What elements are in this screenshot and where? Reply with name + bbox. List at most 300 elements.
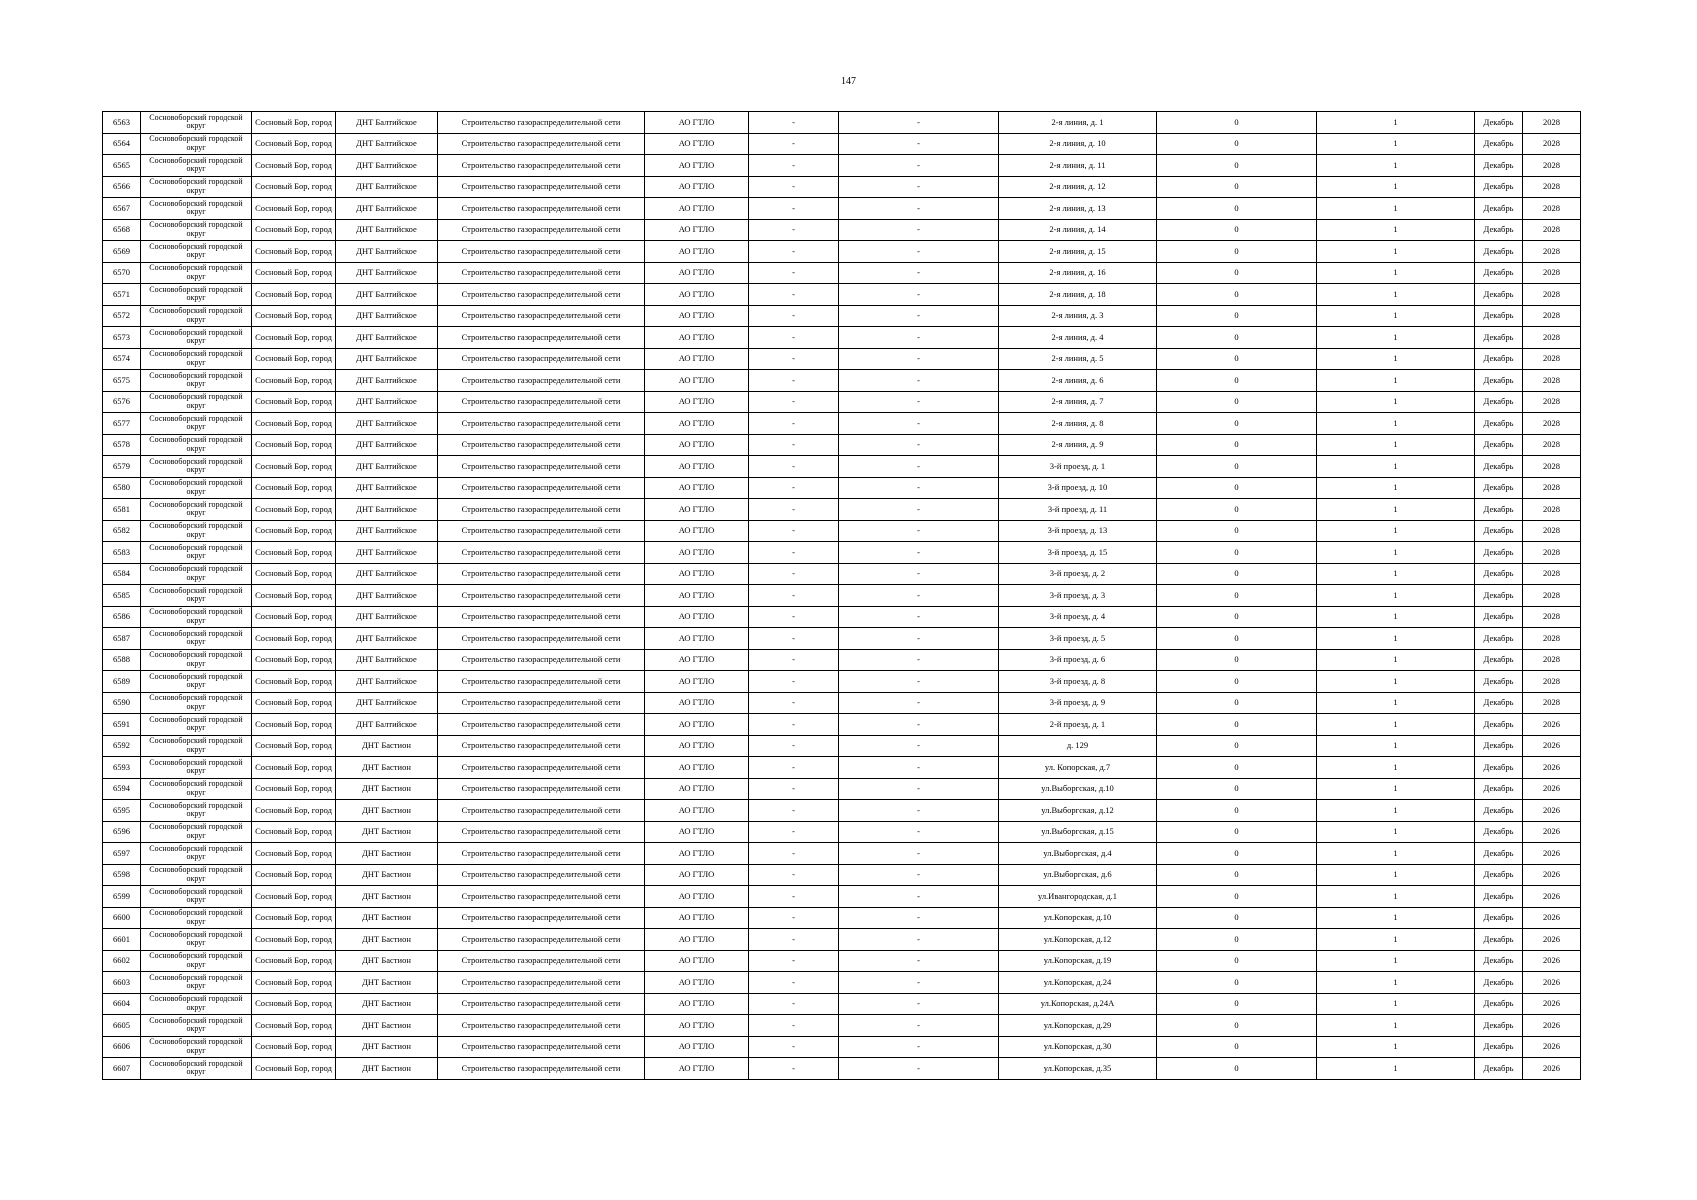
month-cell: Декабрь: [1475, 864, 1523, 886]
district-cell: Сосновоборский городской округ: [141, 542, 252, 564]
work-type-cell: Строительство газораспределительной сети: [438, 542, 645, 564]
row-number-cell: 6602: [103, 950, 141, 972]
table-body: [103, 112, 1581, 1080]
city-cell: Сосновый Бор, город: [252, 649, 336, 671]
year-cell: 2026: [1523, 1036, 1581, 1058]
dash-cell-a: -: [749, 112, 839, 134]
dash-cell-a: -: [749, 176, 839, 198]
organization-cell: АО ГТЛО: [645, 542, 749, 564]
dash-cell-b: -: [839, 778, 999, 800]
dash-cell-a: -: [749, 542, 839, 564]
dash-cell-b: -: [839, 284, 999, 306]
address-cell: ул.Выборгская, д.15: [999, 821, 1157, 843]
table-row: [103, 757, 1581, 779]
city-cell: Сосновый Бор, город: [252, 778, 336, 800]
value-zero-cell: 0: [1157, 520, 1317, 542]
work-type-cell: Строительство газораспределительной сети: [438, 413, 645, 435]
value-one-cell: 1: [1317, 628, 1475, 650]
dash-cell-b: -: [839, 563, 999, 585]
address-cell: 2-я линия, д. 6: [999, 370, 1157, 392]
address-cell: 2-я линия, д. 11: [999, 155, 1157, 177]
address-cell: ул.Выборгская, д.6: [999, 864, 1157, 886]
organization-cell: АО ГТЛО: [645, 520, 749, 542]
settlement-cell: ДНТ Бастион: [336, 821, 438, 843]
table-row: [103, 1015, 1581, 1037]
dash-cell-b: -: [839, 348, 999, 370]
value-one-cell: 1: [1317, 649, 1475, 671]
settlement-cell: ДНТ Балтийское: [336, 370, 438, 392]
address-cell: 2-я линия, д. 10: [999, 133, 1157, 155]
organization-cell: АО ГТЛО: [645, 155, 749, 177]
value-one-cell: 1: [1317, 477, 1475, 499]
value-one-cell: 1: [1317, 735, 1475, 757]
table-row: [103, 800, 1581, 822]
row-number-cell: 6571: [103, 284, 141, 306]
value-zero-cell: 0: [1157, 950, 1317, 972]
row-number-cell: 6573: [103, 327, 141, 349]
row-number-cell: 6585: [103, 585, 141, 607]
settlement-cell: ДНТ Балтийское: [336, 477, 438, 499]
address-cell: ул.Копорская, д.30: [999, 1036, 1157, 1058]
table-row: [103, 133, 1581, 155]
value-zero-cell: 0: [1157, 907, 1317, 929]
settlement-cell: ДНТ Бастион: [336, 993, 438, 1015]
settlement-cell: ДНТ Бастион: [336, 886, 438, 908]
value-one-cell: 1: [1317, 133, 1475, 155]
dash-cell-b: -: [839, 671, 999, 693]
work-type-cell: Строительство газораспределительной сети: [438, 950, 645, 972]
value-zero-cell: 0: [1157, 1015, 1317, 1037]
dash-cell-a: -: [749, 821, 839, 843]
dash-cell-a: -: [749, 155, 839, 177]
organization-cell: АО ГТЛО: [645, 477, 749, 499]
month-cell: Декабрь: [1475, 585, 1523, 607]
dash-cell-a: -: [749, 778, 839, 800]
district-cell: Сосновоборский городской округ: [141, 821, 252, 843]
dash-cell-b: -: [839, 821, 999, 843]
value-one-cell: 1: [1317, 886, 1475, 908]
city-cell: Сосновый Бор, город: [252, 671, 336, 693]
row-number-cell: 6590: [103, 692, 141, 714]
row-number-cell: 6568: [103, 219, 141, 241]
year-cell: 2028: [1523, 520, 1581, 542]
value-one-cell: 1: [1317, 757, 1475, 779]
organization-cell: АО ГТЛО: [645, 434, 749, 456]
organization-cell: АО ГТЛО: [645, 585, 749, 607]
dash-cell-a: -: [749, 993, 839, 1015]
work-type-cell: Строительство газораспределительной сети: [438, 778, 645, 800]
dash-cell-b: -: [839, 327, 999, 349]
district-cell: Сосновоборский городской округ: [141, 305, 252, 327]
work-type-cell: Строительство газораспределительной сети: [438, 563, 645, 585]
month-cell: Декабрь: [1475, 907, 1523, 929]
organization-cell: АО ГТЛО: [645, 864, 749, 886]
table-row: [103, 391, 1581, 413]
dash-cell-a: -: [749, 563, 839, 585]
value-one-cell: 1: [1317, 993, 1475, 1015]
address-cell: 2-я линия, д. 1: [999, 112, 1157, 134]
address-cell: 2-я линия, д. 9: [999, 434, 1157, 456]
value-one-cell: 1: [1317, 520, 1475, 542]
organization-cell: АО ГТЛО: [645, 628, 749, 650]
settlement-cell: ДНТ Балтийское: [336, 262, 438, 284]
district-cell: Сосновоборский городской округ: [141, 563, 252, 585]
city-cell: Сосновый Бор, город: [252, 456, 336, 478]
table-row: [103, 219, 1581, 241]
table-row: [103, 413, 1581, 435]
city-cell: Сосновый Бор, город: [252, 950, 336, 972]
organization-cell: АО ГТЛО: [645, 499, 749, 521]
value-one-cell: 1: [1317, 542, 1475, 564]
table-row: [103, 628, 1581, 650]
city-cell: Сосновый Бор, город: [252, 305, 336, 327]
organization-cell: АО ГТЛО: [645, 348, 749, 370]
work-type-cell: Строительство газораспределительной сети: [438, 649, 645, 671]
district-cell: Сосновоборский городской округ: [141, 993, 252, 1015]
district-cell: Сосновоборский городской округ: [141, 241, 252, 263]
table-row: [103, 929, 1581, 951]
settlement-cell: ДНТ Балтийское: [336, 198, 438, 220]
district-cell: Сосновоборский городской округ: [141, 413, 252, 435]
work-type-cell: Строительство газораспределительной сети: [438, 628, 645, 650]
table-row: [103, 972, 1581, 994]
value-one-cell: 1: [1317, 563, 1475, 585]
district-cell: Сосновоборский городской округ: [141, 133, 252, 155]
address-cell: 2-я линия, д. 13: [999, 198, 1157, 220]
month-cell: Декабрь: [1475, 133, 1523, 155]
address-cell: 3-й проезд, д. 8: [999, 671, 1157, 693]
organization-cell: АО ГТЛО: [645, 391, 749, 413]
dash-cell-b: -: [839, 692, 999, 714]
month-cell: Декабрь: [1475, 929, 1523, 951]
dash-cell-a: -: [749, 714, 839, 736]
month-cell: Декабрь: [1475, 886, 1523, 908]
city-cell: Сосновый Бор, город: [252, 391, 336, 413]
work-type-cell: Строительство газораспределительной сети: [438, 305, 645, 327]
work-type-cell: Строительство газораспределительной сети: [438, 262, 645, 284]
table-row: [103, 714, 1581, 736]
dash-cell-b: -: [839, 542, 999, 564]
table-row: [103, 112, 1581, 134]
city-cell: Сосновый Бор, город: [252, 563, 336, 585]
organization-cell: АО ГТЛО: [645, 735, 749, 757]
year-cell: 2028: [1523, 348, 1581, 370]
row-number-cell: 6566: [103, 176, 141, 198]
work-type-cell: Строительство газораспределительной сети: [438, 284, 645, 306]
table-row: [103, 348, 1581, 370]
value-one-cell: 1: [1317, 1036, 1475, 1058]
dash-cell-b: -: [839, 477, 999, 499]
table-row: [103, 434, 1581, 456]
organization-cell: АО ГТЛО: [645, 284, 749, 306]
work-type-cell: Строительство газораспределительной сети: [438, 155, 645, 177]
address-cell: ул.Копорская, д.10: [999, 907, 1157, 929]
dash-cell-a: -: [749, 606, 839, 628]
address-cell: 3-й проезд, д. 6: [999, 649, 1157, 671]
value-zero-cell: 0: [1157, 886, 1317, 908]
year-cell: 2026: [1523, 714, 1581, 736]
district-cell: Сосновоборский городской округ: [141, 950, 252, 972]
address-cell: ул.Копорская, д.24А: [999, 993, 1157, 1015]
row-number-cell: 6591: [103, 714, 141, 736]
organization-cell: АО ГТЛО: [645, 198, 749, 220]
value-zero-cell: 0: [1157, 327, 1317, 349]
year-cell: 2028: [1523, 413, 1581, 435]
value-zero-cell: 0: [1157, 305, 1317, 327]
value-one-cell: 1: [1317, 843, 1475, 865]
year-cell: 2026: [1523, 757, 1581, 779]
value-zero-cell: 0: [1157, 972, 1317, 994]
address-cell: 2-я линия, д. 8: [999, 413, 1157, 435]
row-number-cell: 6594: [103, 778, 141, 800]
month-cell: Декабрь: [1475, 155, 1523, 177]
work-type-cell: Строительство газораспределительной сети: [438, 370, 645, 392]
value-zero-cell: 0: [1157, 821, 1317, 843]
value-one-cell: 1: [1317, 219, 1475, 241]
city-cell: Сосновый Бор, город: [252, 1058, 336, 1080]
address-cell: ул.Копорская, д.29: [999, 1015, 1157, 1037]
row-number-cell: 6584: [103, 563, 141, 585]
month-cell: Декабрь: [1475, 1015, 1523, 1037]
row-number-cell: 6593: [103, 757, 141, 779]
row-number-cell: 6598: [103, 864, 141, 886]
dash-cell-a: -: [749, 477, 839, 499]
work-type-cell: Строительство газораспределительной сети: [438, 800, 645, 822]
district-cell: Сосновоборский городской округ: [141, 757, 252, 779]
district-cell: Сосновоборский городской округ: [141, 800, 252, 822]
row-number-cell: 6588: [103, 649, 141, 671]
table-row: [103, 993, 1581, 1015]
dash-cell-a: -: [749, 649, 839, 671]
work-type-cell: Строительство газораспределительной сети: [438, 456, 645, 478]
year-cell: 2028: [1523, 198, 1581, 220]
work-type-cell: Строительство газораспределительной сети: [438, 327, 645, 349]
district-cell: Сосновоборский городской округ: [141, 176, 252, 198]
address-cell: 3-й проезд, д. 5: [999, 628, 1157, 650]
district-cell: Сосновоборский городской округ: [141, 606, 252, 628]
month-cell: Декабрь: [1475, 434, 1523, 456]
district-cell: Сосновоборский городской округ: [141, 692, 252, 714]
dash-cell-a: -: [749, 520, 839, 542]
work-type-cell: Строительство газораспределительной сети: [438, 1015, 645, 1037]
address-cell: 3-й проезд, д. 11: [999, 499, 1157, 521]
city-cell: Сосновый Бор, город: [252, 735, 336, 757]
district-cell: Сосновоборский городской округ: [141, 520, 252, 542]
settlement-cell: ДНТ Балтийское: [336, 563, 438, 585]
value-zero-cell: 0: [1157, 284, 1317, 306]
district-cell: Сосновоборский городской округ: [141, 671, 252, 693]
year-cell: 2028: [1523, 542, 1581, 564]
dash-cell-b: -: [839, 262, 999, 284]
dash-cell-b: -: [839, 864, 999, 886]
year-cell: 2028: [1523, 176, 1581, 198]
table-row: [103, 370, 1581, 392]
dash-cell-a: -: [749, 413, 839, 435]
month-cell: Декабрь: [1475, 219, 1523, 241]
dash-cell-a: -: [749, 735, 839, 757]
work-type-cell: Строительство газораспределительной сети: [438, 348, 645, 370]
organization-cell: АО ГТЛО: [645, 993, 749, 1015]
settlement-cell: ДНТ Бастион: [336, 907, 438, 929]
value-zero-cell: 0: [1157, 692, 1317, 714]
district-cell: Сосновоборский городской округ: [141, 628, 252, 650]
month-cell: Декабрь: [1475, 735, 1523, 757]
dash-cell-b: -: [839, 520, 999, 542]
address-cell: 2-я линия, д. 4: [999, 327, 1157, 349]
year-cell: 2028: [1523, 671, 1581, 693]
row-number-cell: 6583: [103, 542, 141, 564]
settlement-cell: ДНТ Балтийское: [336, 155, 438, 177]
value-one-cell: 1: [1317, 972, 1475, 994]
organization-cell: АО ГТЛО: [645, 929, 749, 951]
district-cell: Сосновоборский городской округ: [141, 499, 252, 521]
month-cell: Декабрь: [1475, 950, 1523, 972]
month-cell: Декабрь: [1475, 800, 1523, 822]
dash-cell-b: -: [839, 434, 999, 456]
year-cell: 2026: [1523, 864, 1581, 886]
row-number-cell: 6574: [103, 348, 141, 370]
settlement-cell: ДНТ Балтийское: [336, 112, 438, 134]
table-row: [103, 671, 1581, 693]
work-type-cell: Строительство газораспределительной сети: [438, 241, 645, 263]
row-number-cell: 6603: [103, 972, 141, 994]
city-cell: Сосновый Бор, город: [252, 413, 336, 435]
dash-cell-a: -: [749, 241, 839, 263]
table-row: [103, 262, 1581, 284]
year-cell: 2028: [1523, 434, 1581, 456]
table-row: [103, 1036, 1581, 1058]
data-table: [102, 111, 1581, 1080]
year-cell: 2026: [1523, 800, 1581, 822]
settlement-cell: ДНТ Балтийское: [336, 692, 438, 714]
dash-cell-b: -: [839, 456, 999, 478]
year-cell: 2026: [1523, 886, 1581, 908]
table-row: [103, 477, 1581, 499]
dash-cell-a: -: [749, 950, 839, 972]
work-type-cell: Строительство газораспределительной сети: [438, 972, 645, 994]
dash-cell-b: -: [839, 133, 999, 155]
district-cell: Сосновоборский городской округ: [141, 198, 252, 220]
district-cell: Сосновоборский городской округ: [141, 1058, 252, 1080]
year-cell: 2028: [1523, 606, 1581, 628]
work-type-cell: Строительство газораспределительной сети: [438, 219, 645, 241]
city-cell: Сосновый Бор, город: [252, 434, 336, 456]
month-cell: Декабрь: [1475, 241, 1523, 263]
organization-cell: АО ГТЛО: [645, 692, 749, 714]
row-number-cell: 6564: [103, 133, 141, 155]
organization-cell: АО ГТЛО: [645, 886, 749, 908]
work-type-cell: Строительство газораспределительной сети: [438, 843, 645, 865]
row-number-cell: 6579: [103, 456, 141, 478]
city-cell: Сосновый Бор, город: [252, 628, 336, 650]
address-cell: ул.Копорская, д.19: [999, 950, 1157, 972]
month-cell: Декабрь: [1475, 198, 1523, 220]
table-row: [103, 735, 1581, 757]
organization-cell: АО ГТЛО: [645, 1015, 749, 1037]
value-one-cell: 1: [1317, 155, 1475, 177]
district-cell: Сосновоборский городской округ: [141, 1015, 252, 1037]
settlement-cell: ДНТ Балтийское: [336, 434, 438, 456]
city-cell: Сосновый Бор, город: [252, 692, 336, 714]
year-cell: 2026: [1523, 1015, 1581, 1037]
table-row: [103, 585, 1581, 607]
value-one-cell: 1: [1317, 714, 1475, 736]
settlement-cell: ДНТ Балтийское: [336, 606, 438, 628]
organization-cell: АО ГТЛО: [645, 714, 749, 736]
month-cell: Декабрь: [1475, 499, 1523, 521]
dash-cell-b: -: [839, 993, 999, 1015]
city-cell: Сосновый Бор, город: [252, 542, 336, 564]
organization-cell: АО ГТЛО: [645, 1058, 749, 1080]
value-one-cell: 1: [1317, 391, 1475, 413]
value-zero-cell: 0: [1157, 1058, 1317, 1080]
dash-cell-a: -: [749, 1015, 839, 1037]
row-number-cell: 6582: [103, 520, 141, 542]
district-cell: Сосновоборский городской округ: [141, 284, 252, 306]
settlement-cell: ДНТ Балтийское: [336, 241, 438, 263]
organization-cell: АО ГТЛО: [645, 456, 749, 478]
value-zero-cell: 0: [1157, 714, 1317, 736]
year-cell: 2028: [1523, 112, 1581, 134]
organization-cell: АО ГТЛО: [645, 241, 749, 263]
settlement-cell: ДНТ Бастион: [336, 1015, 438, 1037]
month-cell: Декабрь: [1475, 778, 1523, 800]
city-cell: Сосновый Бор, город: [252, 585, 336, 607]
organization-cell: АО ГТЛО: [645, 112, 749, 134]
dash-cell-b: -: [839, 886, 999, 908]
address-cell: ул.Выборгская, д.4: [999, 843, 1157, 865]
dash-cell-a: -: [749, 456, 839, 478]
value-one-cell: 1: [1317, 821, 1475, 843]
year-cell: 2028: [1523, 649, 1581, 671]
settlement-cell: ДНТ Балтийское: [336, 413, 438, 435]
dash-cell-a: -: [749, 843, 839, 865]
organization-cell: АО ГТЛО: [645, 133, 749, 155]
organization-cell: АО ГТЛО: [645, 305, 749, 327]
work-type-cell: Строительство газораспределительной сети: [438, 821, 645, 843]
table-row: [103, 499, 1581, 521]
district-cell: Сосновоборский городской округ: [141, 864, 252, 886]
address-cell: 3-й проезд, д. 10: [999, 477, 1157, 499]
table-row: [103, 155, 1581, 177]
dash-cell-a: -: [749, 348, 839, 370]
dash-cell-a: -: [749, 1036, 839, 1058]
dash-cell-a: -: [749, 628, 839, 650]
organization-cell: АО ГТЛО: [645, 413, 749, 435]
value-zero-cell: 0: [1157, 1036, 1317, 1058]
value-zero-cell: 0: [1157, 649, 1317, 671]
value-one-cell: 1: [1317, 327, 1475, 349]
district-cell: Сосновоборский городской округ: [141, 327, 252, 349]
year-cell: 2026: [1523, 843, 1581, 865]
dash-cell-b: -: [839, 305, 999, 327]
row-number-cell: 6606: [103, 1036, 141, 1058]
value-zero-cell: 0: [1157, 542, 1317, 564]
value-one-cell: 1: [1317, 950, 1475, 972]
organization-cell: АО ГТЛО: [645, 972, 749, 994]
year-cell: 2026: [1523, 907, 1581, 929]
month-cell: Декабрь: [1475, 628, 1523, 650]
address-cell: 2-я линия, д. 14: [999, 219, 1157, 241]
month-cell: Декабрь: [1475, 305, 1523, 327]
organization-cell: АО ГТЛО: [645, 907, 749, 929]
address-cell: 3-й проезд, д. 15: [999, 542, 1157, 564]
dash-cell-a: -: [749, 305, 839, 327]
month-cell: Декабрь: [1475, 692, 1523, 714]
dash-cell-b: -: [839, 735, 999, 757]
value-zero-cell: 0: [1157, 778, 1317, 800]
work-type-cell: Строительство газораспределительной сети: [438, 671, 645, 693]
